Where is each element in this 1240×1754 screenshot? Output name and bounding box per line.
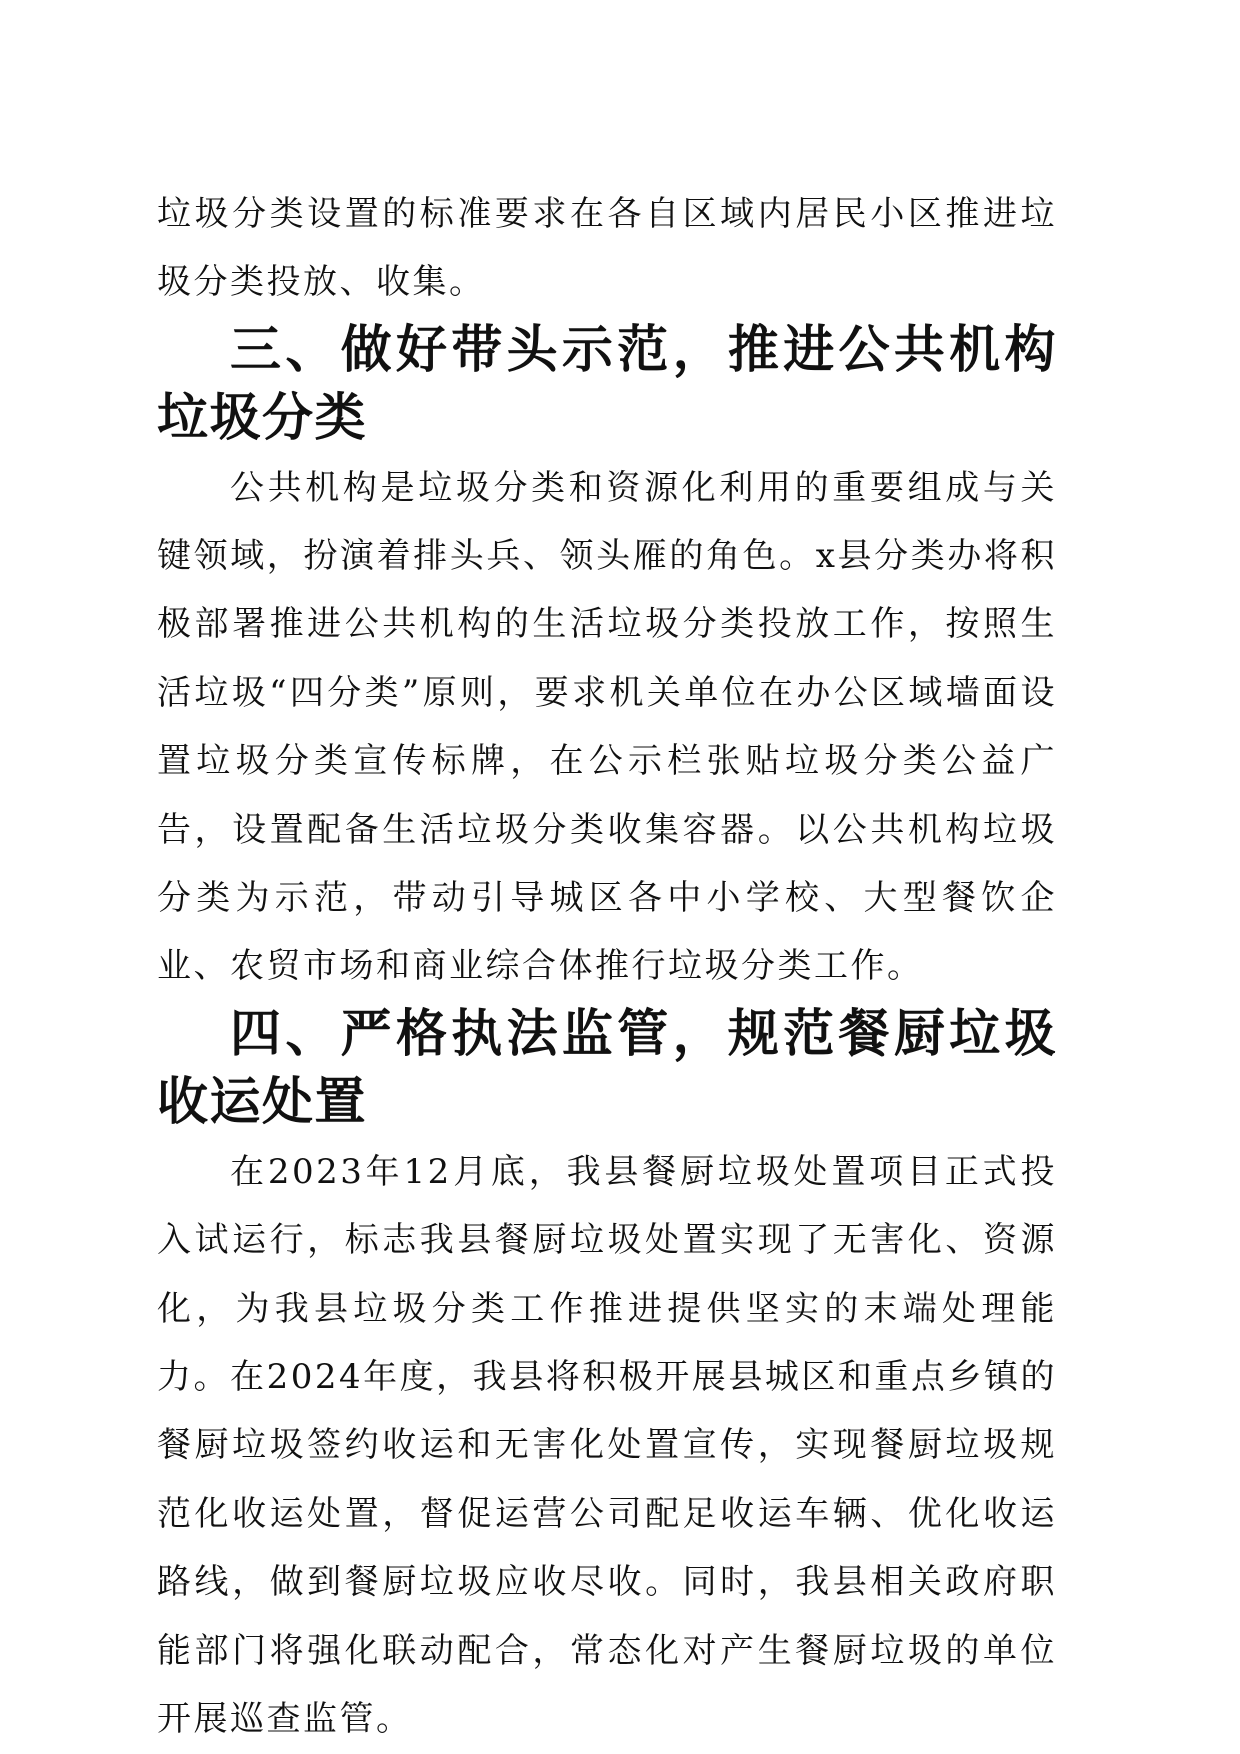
document-body — [157, 180, 1057, 1753]
section-3-heading: 三、做好带头示范，推进公共机构垃圾分类 — [157, 320, 1057, 449]
section-3-paragraph: 公共机构是垃圾分类和资源化利用的重要组成与关键领域，扮演着排头兵、领头雁的角色。x县分类办将积极部署推进公共机构的生活垃圾分类投放工作，按照生活垃圾“四分类”原则，要求机关单位在办公区域墙面设置垃圾分类宣传标牌，在公示栏张贴垃圾分类公益广告，设置配备生活垃圾分类收集容器。以公共机构垃圾分类为示范，带动引导城区各中小学校、大型餐饮企业、农贸市场和商业综合体推行垃圾分类工作。 — [157, 467, 1057, 987]
continuation-paragraph: 垃圾分类设置的标准要求在各自区域内居民小区推进垃圾分类投放、收集。 — [157, 194, 1057, 303]
section-4-paragraph: 在2023年12月底，我县餐厨垃圾处置项目正式投入试运行，标志我县餐厨垃圾处置实现了无害化、资源化，为我县垃圾分类工作推进提供坚实的末端处理能力。在2024年度，我县将积极开展县城区和重点乡镇的餐厨垃圾签约收运和无害化处置宣传，实现餐厨垃圾规范化收运处置，督促运营公司配足收运车辆、优化收运路线，做到餐厨垃圾应收尽收。同时，我县相关政府职能部门将强化联动配合，常态化对产生餐厨垃圾的单位开展巡查监管。 — [157, 1151, 1057, 1739]
section-4-heading: 四、严格执法监管，规范餐厨垃圾收运处置 — [157, 1004, 1057, 1133]
